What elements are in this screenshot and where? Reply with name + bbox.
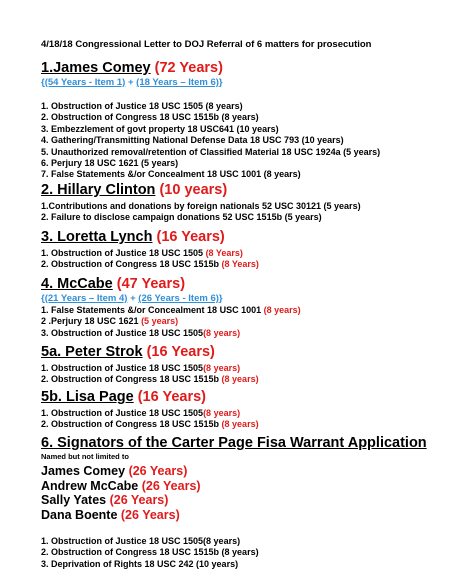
section-peter-strok bbox=[41, 344, 461, 386]
section-loretta-lynch bbox=[41, 229, 461, 271]
section-title bbox=[41, 344, 461, 361]
charge-item: 3. Embezzlement of govt property 18 USC641 (10 years) bbox=[41, 123, 279, 134]
signator-item: James Comey (26 Years) bbox=[41, 464, 188, 478]
section-years: (16 Years) bbox=[146, 344, 215, 360]
charge-item: 1. False Statements &/or Concealment 18 USC 1001 (8 years) bbox=[41, 305, 301, 315]
section-name: 4. McCabe bbox=[41, 276, 113, 292]
section-years: (16 Years) bbox=[137, 389, 206, 405]
section-title bbox=[41, 229, 461, 246]
section-title bbox=[41, 276, 461, 293]
charge-list bbox=[41, 248, 461, 271]
charge-item: 2. Obstruction of Congress 18 USC 1515b (8 years) bbox=[41, 547, 259, 558]
signator-item: Andrew McCabe (26 Years) bbox=[41, 478, 201, 493]
section-name: 3. Loretta Lynch bbox=[41, 229, 153, 245]
section-years: (72 Years) bbox=[154, 60, 223, 76]
charge-item: 2. Obstruction of Congress 18 USC 1515b (8 years) bbox=[41, 419, 259, 430]
charge-list bbox=[41, 408, 461, 431]
section-name: 6. Signators of the Carter Page Fisa Warrant Application bbox=[41, 435, 427, 451]
section-fisa-signators bbox=[41, 435, 461, 570]
charge-item: 2. Failure to disclose campaign donations 52 USC 1515b (5 years) bbox=[41, 212, 322, 223]
section-title bbox=[41, 60, 461, 77]
section-name: 2. Hillary Clinton bbox=[41, 182, 156, 198]
section-name: 5a. Peter Strok bbox=[41, 344, 143, 360]
charge-item: 1. Obstruction of Justice 18 USC 1505(8 years) bbox=[41, 408, 241, 418]
signator-item: Dana Boente (26 Years) bbox=[41, 507, 180, 522]
section-years: (47 Years) bbox=[116, 276, 186, 292]
charge-item: 2. Obstruction of Congress 18 USC 1515b (8 years) bbox=[41, 374, 259, 385]
charge-item: 2 .Perjury 18 USC 1621 (5 years) bbox=[41, 316, 179, 327]
charge-item: 3. Obstruction of Justice 18 USC 1505(8 years) bbox=[41, 327, 241, 338]
charge-item: 1. Obstruction of Justice 18 USC 1505 (8 Years) bbox=[41, 248, 243, 258]
section-title bbox=[41, 435, 461, 452]
charge-list bbox=[41, 363, 461, 386]
charge-item: 1. Obstruction of Justice 18 USC 1505 (8 years) bbox=[41, 101, 243, 111]
charge-list bbox=[41, 101, 461, 181]
charge-item: 6. Perjury 18 USC 1621 (5 years) bbox=[41, 158, 179, 169]
section-name: 5b. Lisa Page bbox=[41, 389, 134, 405]
section-title bbox=[41, 389, 461, 406]
charge-list bbox=[41, 536, 461, 570]
charge-item: 7. False Statements &/or Concealment 18 USC 1001 (8 years) bbox=[41, 169, 301, 180]
section-lisa-page bbox=[41, 389, 461, 431]
section-note: Named but not limited to bbox=[41, 452, 129, 461]
section-name: 1.James Comey bbox=[41, 60, 151, 76]
charge-item: 3. Deprivation of Rights 18 USC 242 (10 years) bbox=[41, 558, 239, 569]
signator-item: Sally Yates (26 Years) bbox=[41, 493, 169, 507]
charge-list bbox=[41, 201, 461, 224]
charge-item: 4. Gathering/Transmitting National Defense Data 18 USC 793 (10 years) bbox=[41, 135, 344, 146]
section-mccabe bbox=[41, 276, 461, 339]
section-subtotal: {(54 Years - Item 1) + (18 Years – Item 6)} bbox=[41, 77, 223, 88]
section-james-comey bbox=[41, 60, 461, 181]
signator-list bbox=[41, 464, 461, 522]
charge-item: 2. Obstruction of Congress 18 USC 1515b (8 Years) bbox=[41, 259, 259, 270]
charge-item: 1. Obstruction of Justice 18 USC 1505(8 years) bbox=[41, 536, 241, 546]
section-years: (10 years) bbox=[159, 182, 228, 198]
charge-list bbox=[41, 305, 461, 339]
charge-item: 5. Unauthorized removal/retention of Classified Material 18 USC 1924a (5 years) bbox=[41, 146, 381, 157]
section-hillary-clinton bbox=[41, 182, 461, 224]
charge-item: 1. Obstruction of Justice 18 USC 1505(8 years) bbox=[41, 363, 241, 373]
charge-item: 2. Obstruction of Congress 18 USC 1515b (8 years) bbox=[41, 112, 259, 123]
charge-item: 1.Contributions and donations by foreign nationals 52 USC 30121 (5 years) bbox=[41, 201, 361, 211]
document-header: 4/18/18 Congressional Letter to DOJ Referral of 6 matters for prosecution bbox=[41, 39, 372, 50]
section-title bbox=[41, 182, 461, 199]
section-subtotal: {(21 Years – Item 4) + (26 Years - Item 6)} bbox=[41, 293, 223, 304]
section-years: (16 Years) bbox=[156, 229, 225, 245]
